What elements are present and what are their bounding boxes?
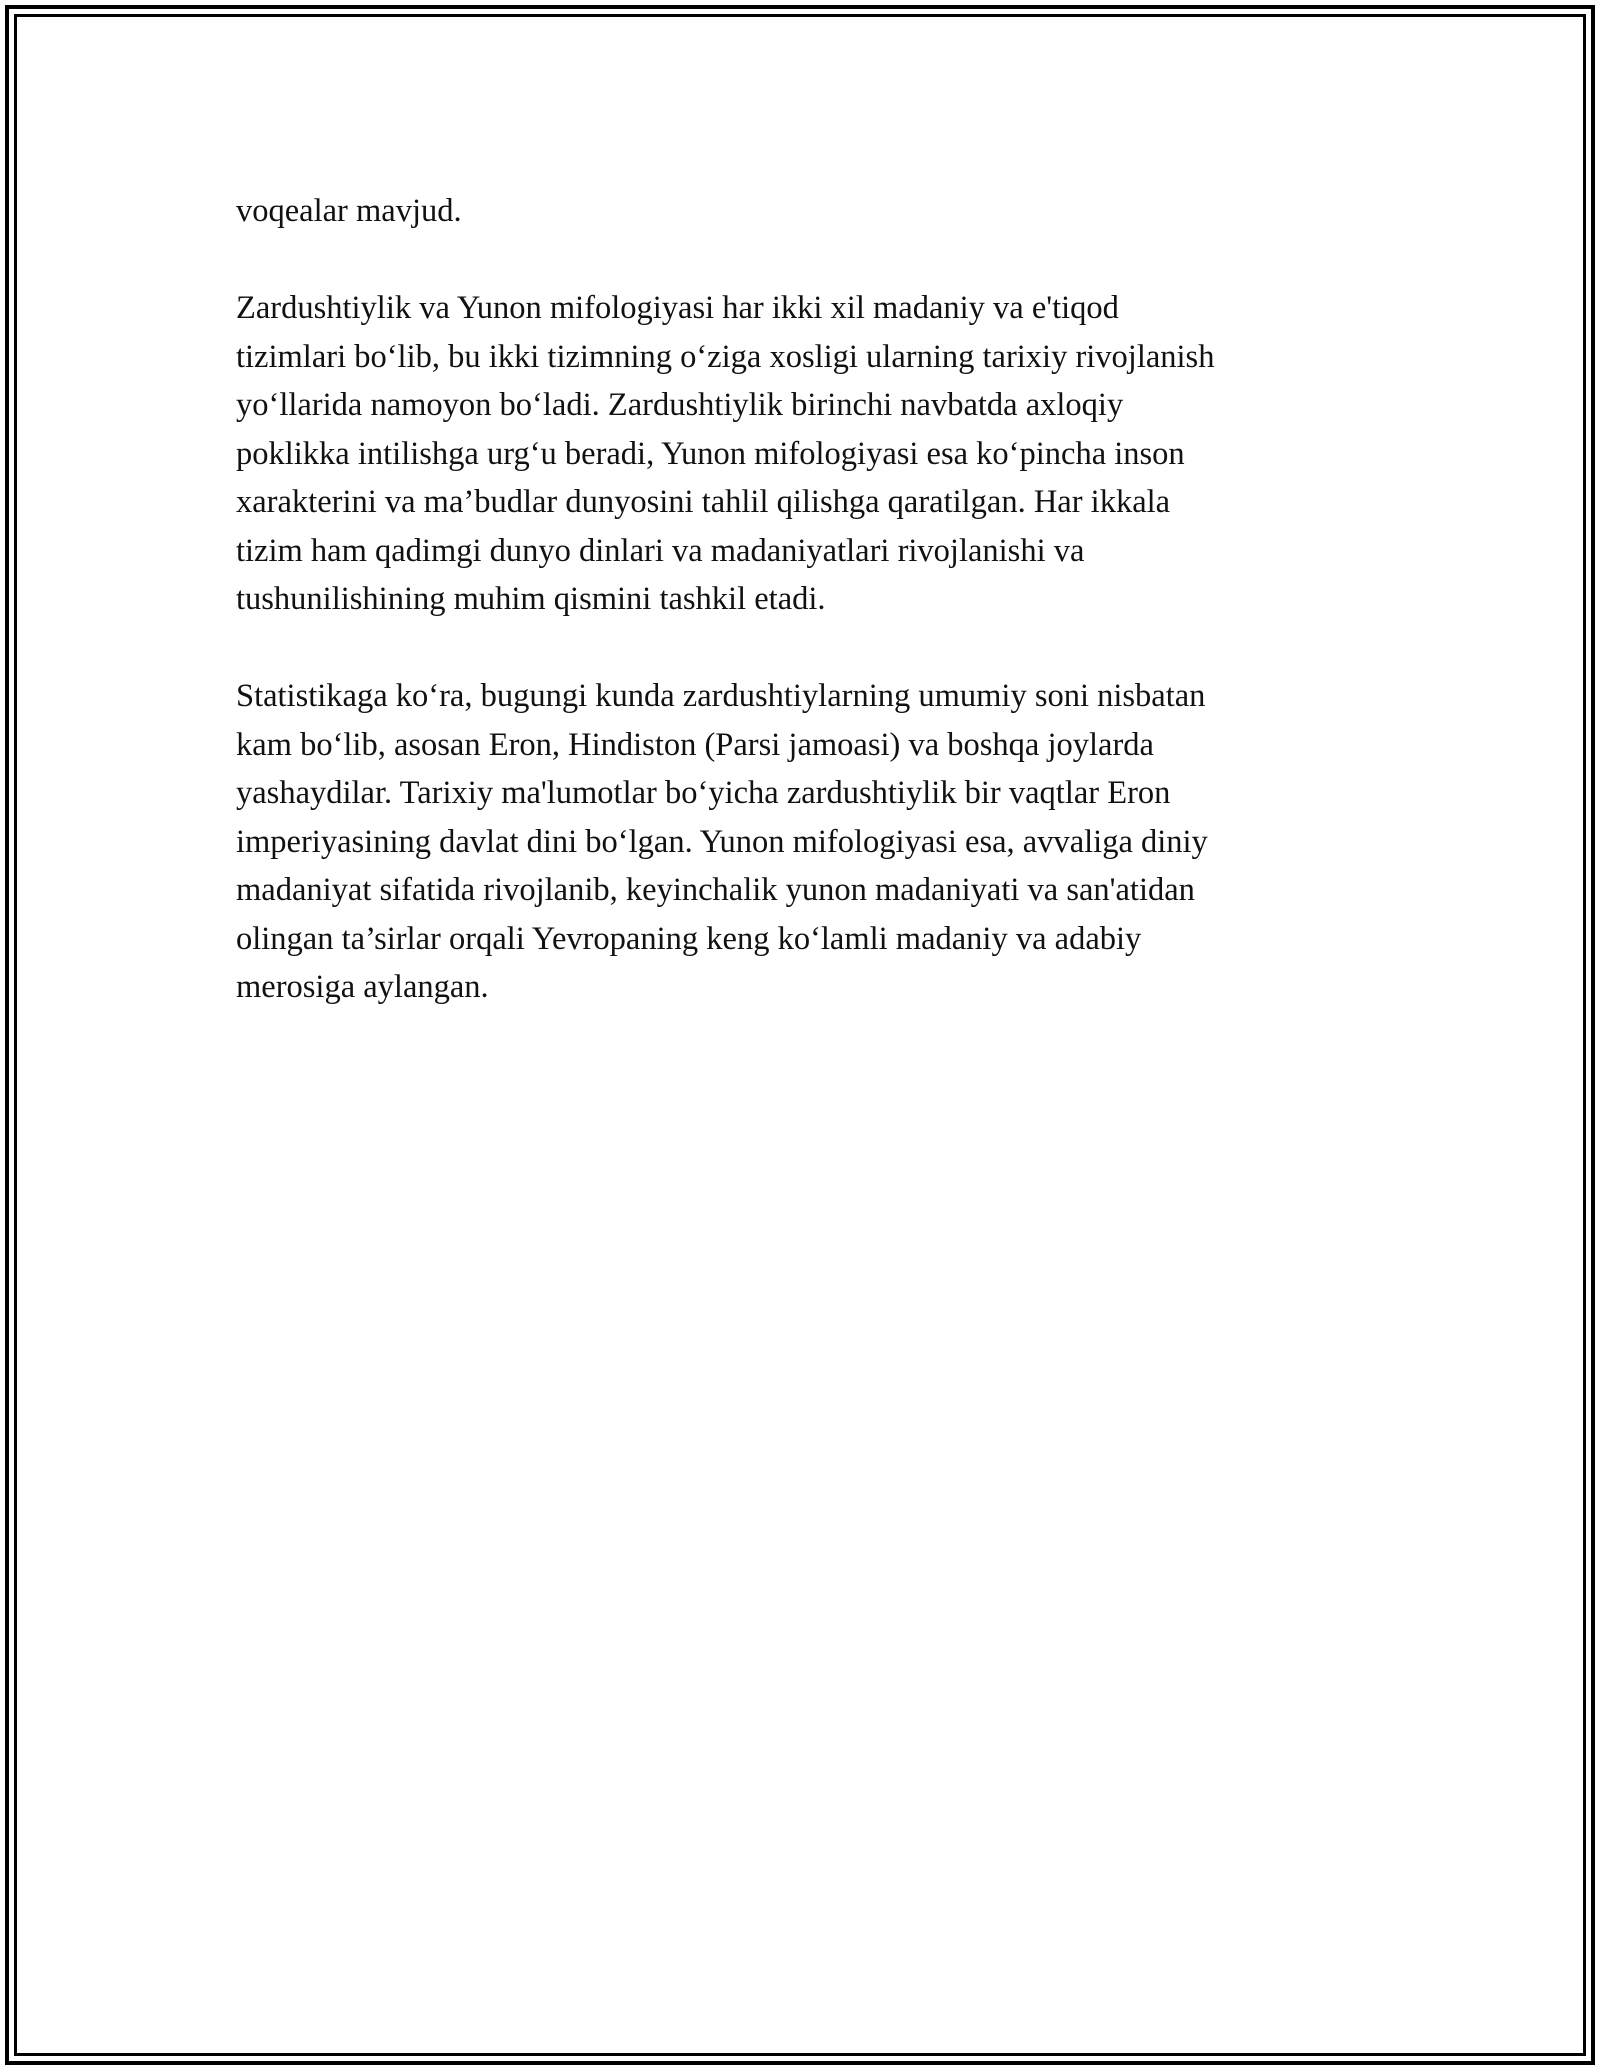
text-line: yo‘llarida namoyon bo‘ladi. Zardushtiylik birinchi navbatda axloqiy — [236, 387, 1124, 423]
text-line: xarakterini va ma’budlar dunyosini tahlil qilishga qaratilgan. Har ikkala — [236, 484, 1171, 520]
text-line: poklikka intilishga urg‘u beradi, Yunon mifologiyasi esa ko‘pincha inson — [236, 435, 1185, 472]
paragraph-2 — [236, 284, 1396, 624]
text-line: voqealar mavjud. — [236, 193, 462, 229]
text-line: tushunilishining muhim qismini tashkil etadi. — [236, 581, 826, 617]
text-line: tizim ham qadimgi dunyo dinlari va madaniyatlari rivojlanishi va — [236, 532, 1085, 569]
text-line: merosiga aylangan. — [236, 969, 489, 1005]
text-line: olingan ta’sirlar orqali Yevropaning keng ko‘lamli madaniy va adabiy — [236, 920, 1142, 957]
text-line: madaniyat sifatida rivojlanib, keyinchalik yunon madaniyati va san'atidan — [236, 872, 1195, 908]
text-line: Zardushtiylik va Yunon mifologiyasi har ikki xil madaniy va e'tiqod — [236, 290, 1119, 326]
text-line: tizimlari bo‘lib, bu ikki tizimning o‘ziga xosligi ularning tarixiy rivojlanish — [236, 338, 1215, 375]
paragraph-1 — [236, 187, 1396, 236]
paragraph-3 — [236, 672, 1396, 1012]
text-line: kam bo‘lib, asosan Eron, Hindiston (Parsi jamoasi) va boshqa joylarda — [236, 726, 1154, 763]
text-line: imperiyasining davlat dini bo‘lgan. Yunon mifologiyasi esa, avvaliga diniy — [236, 823, 1208, 860]
text-line: Statistikaga ko‘ra, bugungi kunda zardushtiylarning umumiy soni nisbatan — [236, 678, 1206, 714]
text-line: yashaydilar. Tarixiy ma'lumotlar bo‘yicha zardushtiylik bir vaqtlar Eron — [236, 775, 1171, 811]
document-body — [236, 187, 1396, 1060]
